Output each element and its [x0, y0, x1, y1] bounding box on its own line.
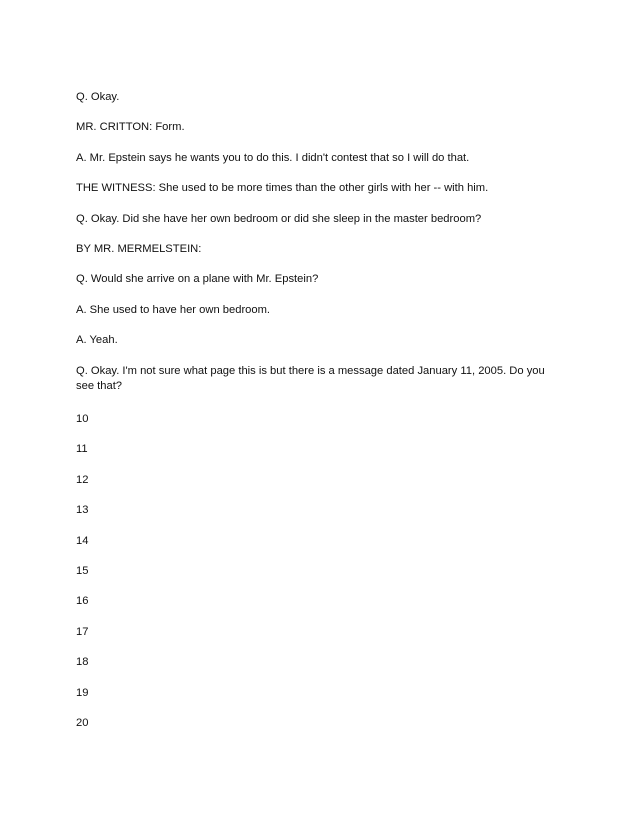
line-number: 12 [76, 473, 89, 486]
transcript-line: THE WITNESS: She used to be more times than the other girls with her -- with him. [76, 182, 489, 195]
line-number: 17 [76, 625, 89, 638]
line-number: 15 [76, 564, 89, 577]
transcript-line: A. She used to have her own bedroom. [76, 303, 271, 316]
transcript-line: BY MR. MERMELSTEIN: [76, 242, 202, 255]
line-number: 14 [76, 534, 89, 547]
transcript-line: A. Yeah. [76, 334, 118, 347]
line-number-column [76, 412, 88, 746]
line-number: 10 [76, 413, 89, 425]
line-number: 19 [76, 686, 89, 699]
line-number: 16 [76, 595, 89, 608]
line-number: 13 [76, 504, 89, 517]
line-number: 11 [76, 443, 88, 456]
transcript-line: Q. Okay. [76, 91, 120, 103]
transcript-text [76, 90, 556, 409]
line-number: 20 [76, 716, 89, 729]
line-number: 18 [76, 656, 89, 669]
transcript-line: A. Mr. Epstein says he wants you to do this. I didn't contest that so I will do that. [76, 151, 470, 164]
transcript-line: Q. Would she arrive on a plane with Mr. Epstein? [76, 273, 319, 286]
transcript-line: Q. Okay. I'm not sure what page this is but there is a message dated January 11, 2005. Do you see that? [76, 364, 545, 392]
transcript-line: MR. CRITTON: Form. [76, 121, 185, 134]
transcript-line: Q. Okay. Did she have her own bedroom or did she sleep in the master bedroom? [76, 212, 482, 225]
